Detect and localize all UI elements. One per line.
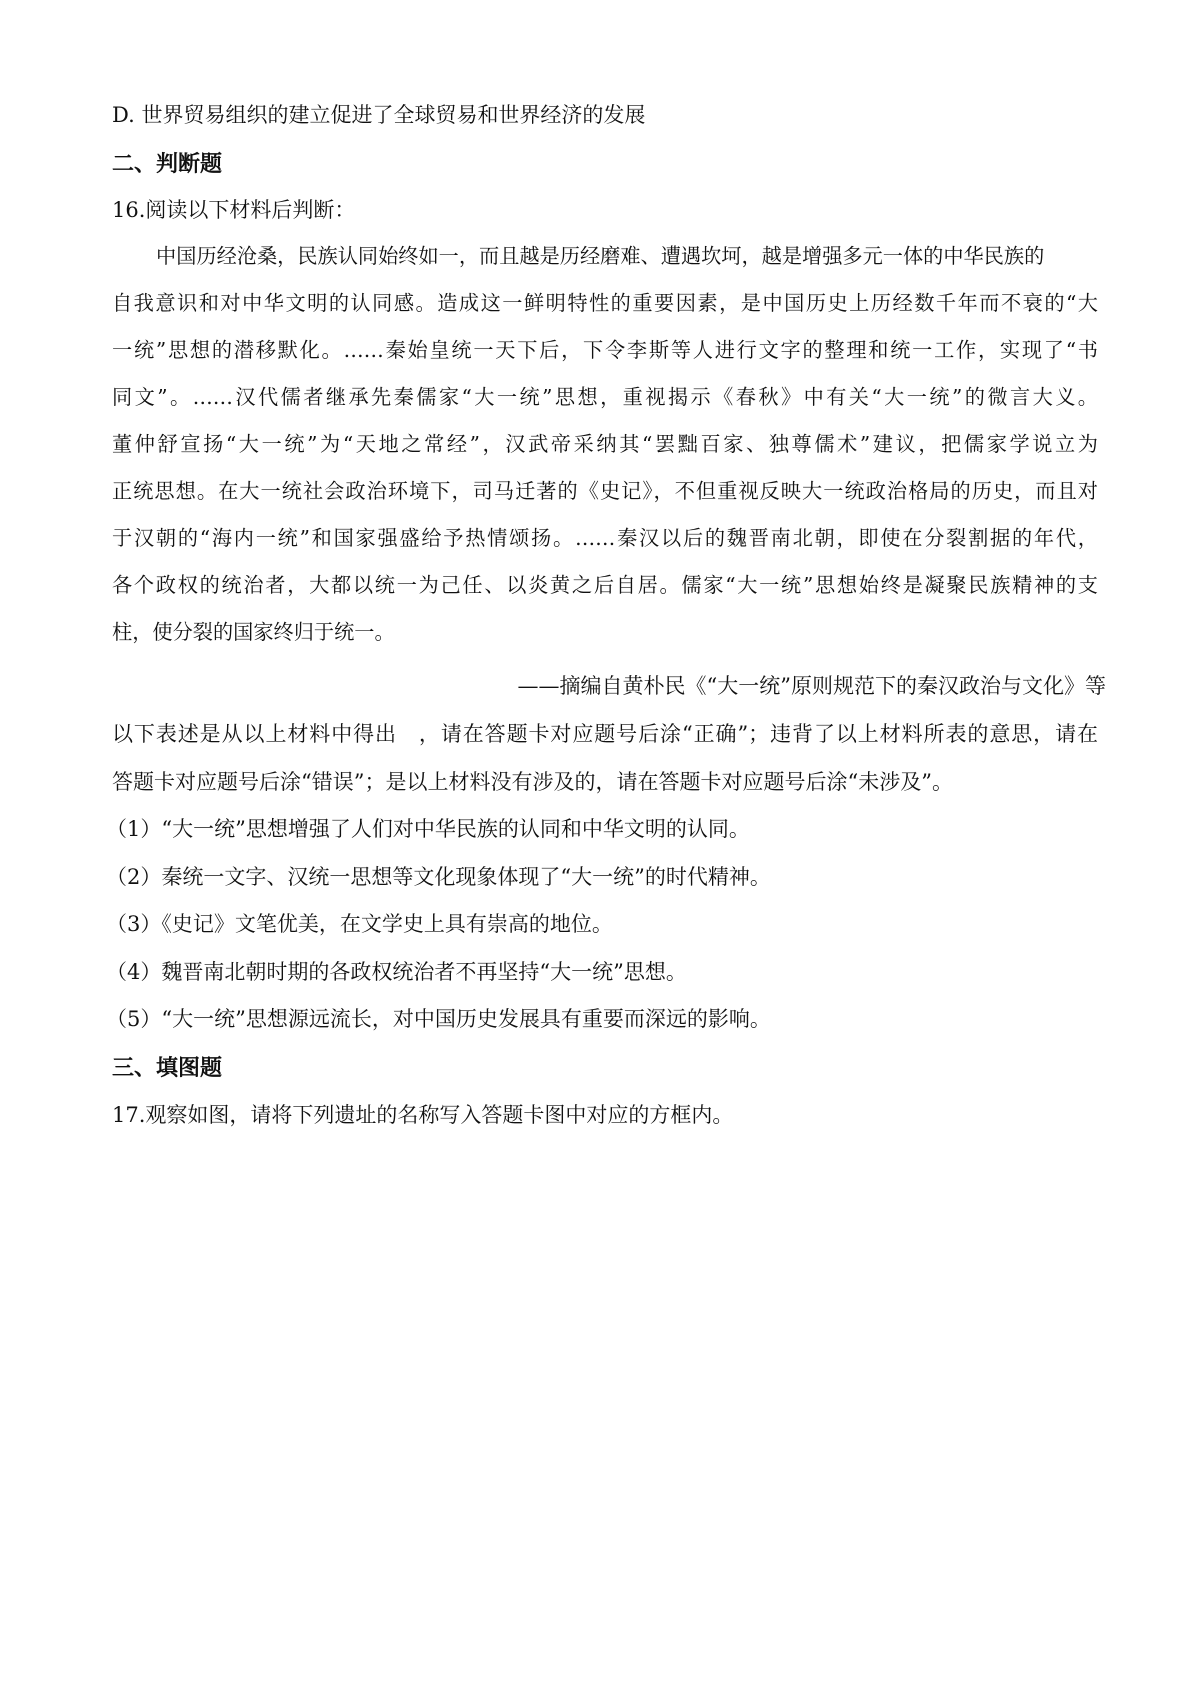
question-17: 17.观察如图，请将下列遗址的名称写入答题卡图中对应的方框内。 bbox=[112, 1103, 734, 1127]
instructions-line: 答题卡对应题号后涂“错误”；是以上材料没有涉及的，请在答题卡对应题号后涂“未涉及”。 bbox=[112, 770, 953, 794]
section-heading-judgement: 二、判断题 bbox=[112, 152, 223, 177]
passage-line: 柱，使分裂的国家终归于统一。 bbox=[112, 620, 395, 644]
statement-2: （2）秦统一文字、汉统一思想等文化现象体现了“大一统”的时代精神。 bbox=[106, 865, 771, 889]
passage-line: 正统思想。在大一统社会政治环境下，司马迁著的《史记》，不但重视反映大一统政治格局的历史，而且对 bbox=[112, 479, 1098, 503]
section-heading-map: 三、填图题 bbox=[112, 1056, 223, 1081]
question-16-intro: 16.阅读以下材料后判断： bbox=[112, 198, 356, 222]
statement-1: （1）“大一统”思想增强了人们对中华民族的认同和中华文明的认同。 bbox=[106, 817, 750, 841]
passage-line: 一统”思想的潜移默化。……秦始皇统一天下后，下令李斯等人进行文字的整理和统一工作，实现了“书 bbox=[112, 338, 1098, 362]
passage-line: 中国历经沧桑，民族认同始终如一，而且越是历经磨难、遭遇坎坷，越是增强多元一体的中华民族的 bbox=[156, 244, 1045, 268]
passage-line: 同文”。……汉代儒者继承先秦儒家“大一统”思想，重视揭示《春秋》中有关“大一统”的微言大义。 bbox=[112, 385, 1098, 409]
statement-4: （4）魏晋南北朝时期的各政权统治者不再坚持“大一统”思想。 bbox=[106, 960, 687, 984]
passage-line: 自我意识和对中华文明的认同感。造成这一鲜明特性的重要因素，是中国历史上历经数千年而不衰的“大 bbox=[112, 291, 1098, 315]
passage-source: ——摘编自黄朴民《“大一统”原则规范下的秦汉政治与文化》等 bbox=[517, 674, 1106, 698]
instructions-line: 以下表述是从以上材料中得出 ，请在答题卡对应题号后涂“正确”；违背了以上材料所表的意思，请在 bbox=[112, 722, 1098, 746]
statement-3: （3）《史记》文笔优美，在文学史上具有崇高的地位。 bbox=[106, 912, 613, 936]
statement-5: （5）“大一统”思想源远流长，对中国历史发展具有重要而深远的影响。 bbox=[106, 1007, 771, 1031]
option-d: D. 世界贸易组织的建立促进了全球贸易和世界经济的发展 bbox=[112, 103, 646, 127]
passage-line: 于汉朝的“海内一统”和国家强盛给予热情颂扬。……秦汉以后的魏晋南北朝，即使在分裂割据的年代， bbox=[112, 526, 1098, 550]
passage-line: 各个政权的统治者，大都以统一为己任、以炎黄之后自居。儒家“大一统”思想始终是凝聚民族精神的支 bbox=[112, 573, 1098, 597]
passage-line: 董仲舒宣扬“大一统”为“天地之常经”，汉武帝采纳其“罢黜百家、独尊儒术”建议，把儒家学说立为 bbox=[112, 432, 1098, 456]
